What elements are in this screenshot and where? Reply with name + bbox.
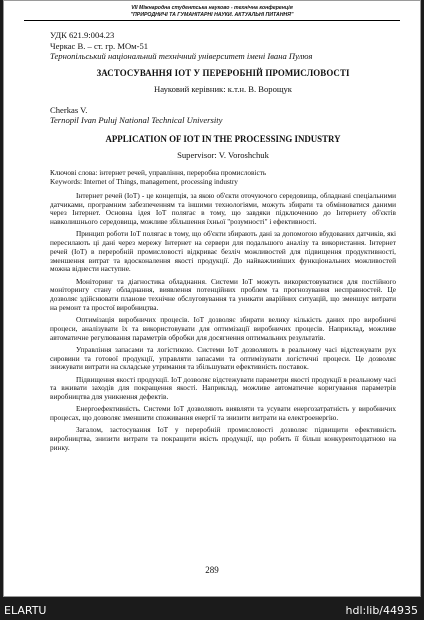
article-body xyxy=(4,30,420,453)
document-page xyxy=(3,0,421,597)
udc-code: УДК 621.9:004.23 xyxy=(50,30,115,41)
author-ua: Черкас В. – ст. гр. МОм-51 xyxy=(50,40,149,51)
paragraph: Управління запасами та логістикою. Системи IoT дозволяють в реальному часі відстежувати рух сировини та готової продукції, управляти запасами та оптимізувати логістичні процеси. Це дозволяє знижувати витрати на складське утримання та збільшувати ефективність поставок. xyxy=(50,344,396,372)
supervisor-ua: Науковий керівник: к.т.н. В. Ворощук xyxy=(154,83,292,94)
paragraph: Оптимізація виробничих процесів. IoT дозволяє збирати велику кількість даних про виробничі процеси, аналізувати їх та використовувати для оптимізації виробничих процесів. Наприклад, можливе автоматичне регулювання параметрів обробки для досягнення оптимальних результатів. xyxy=(50,315,396,342)
paragraph: Інтернет речей (IoT) - це концепція, за якою об'єкти оточуючого середовища, обладнані спеціальними датчиками, програмним забезпеченням та іншими технологіями, можуть збирати та обмінюватися даними через Інтернет. Основна ідея IoT полягає в тому, що завдяки підключенню до Інтернету об'єктів навколишнього середовища, можливе збільшення їхньої "розумності" і ефективності. xyxy=(50,190,396,227)
affiliation-ua: Тернопільський національний технічний університет імені Івана Пулюя xyxy=(50,51,313,62)
paragraph: Енергоефективність. Системи IoT дозволяють виявляти та усувати енергозатратність у виробничих процесах, що дозволяє зменшити споживання енергії та знизити витрати на електроенергію. xyxy=(50,404,396,423)
repository-label: ELARTU xyxy=(4,604,47,617)
supervisor-en: Supervisor: V. Voroshchuk xyxy=(177,149,269,160)
conference-header-line2: "ПРИРОДНИЧІ ТА ГУМАНІТАРНІ НАУКИ. АКТУАЛЬНІ ПИТАННЯ" xyxy=(130,11,294,18)
conference-header xyxy=(24,5,400,21)
keywords-en: Keywords: Internet of Things, management, processing industry xyxy=(50,176,238,186)
paragraph: Моніторинг та діагностика обладнання. Системи IoT можуть використовуватися для постійного моніторингу стану обладнання, виявлення потенційних проблем та прогнозування несправностей. Це дозволяє здійснювати планове технічне обслуговування та уникати аварійних ситуацій, що зменшує витрати на ремонт та простої виробництва. xyxy=(50,276,396,312)
handle-label: hdl:lib/44935 xyxy=(345,604,418,617)
keywords-ua: Ключові слова: інтернет речей, управління, переробна промисловість xyxy=(50,167,267,177)
author-en: Cherkas V. xyxy=(50,104,88,115)
keywords-block xyxy=(50,168,396,186)
conference-header-line1: VII Міжнародна студентська науково - технічна конференція xyxy=(131,5,293,11)
page-number: 289 xyxy=(205,565,219,575)
paragraph: Принцип роботи IoT полягає в тому, що об'єкти збирають дані за допомогою вбудованих датчиків, які пересилають ці дані через мережу Інтернет на сервери для подальшого аналізу та використання. Інтернет речей (IoT) в переробній промисловості відкриває безліч можливостей для підвищення продуктивності, зменшення витрат та вдосконалення якості продукції. До найважливіших функціональних можливостей можна віднести наступне. xyxy=(50,229,396,274)
affiliation-en: Ternopil Ivan Puluj National Technical University xyxy=(50,115,223,126)
article-text xyxy=(50,192,396,453)
title-ua: ЗАСТОСУВАННЯ ІОТ У ПЕРЕРОБНІЙ ПРОМИСЛОВОСТІ xyxy=(96,67,350,78)
paragraph: Загалом, застосування IoT у переробній промисловості дозволяє підвищити ефективність виробництва, знизити витрати та покращити якість продукції, що робить її більш конкурентоздатною на ринку. xyxy=(50,425,396,452)
title-en: APPLICATION OF IOT IN THE PROCESSING INDUSTRY xyxy=(105,133,341,144)
paragraph: Підвищення якості продукції. IoT дозволяє відстежувати параметри якості продукції в реальному часі та вживати заходів для покращення якості. Наприклад, можливе автоматичне коригування параметрів виробництва для уникнення дефектів. xyxy=(50,374,396,402)
